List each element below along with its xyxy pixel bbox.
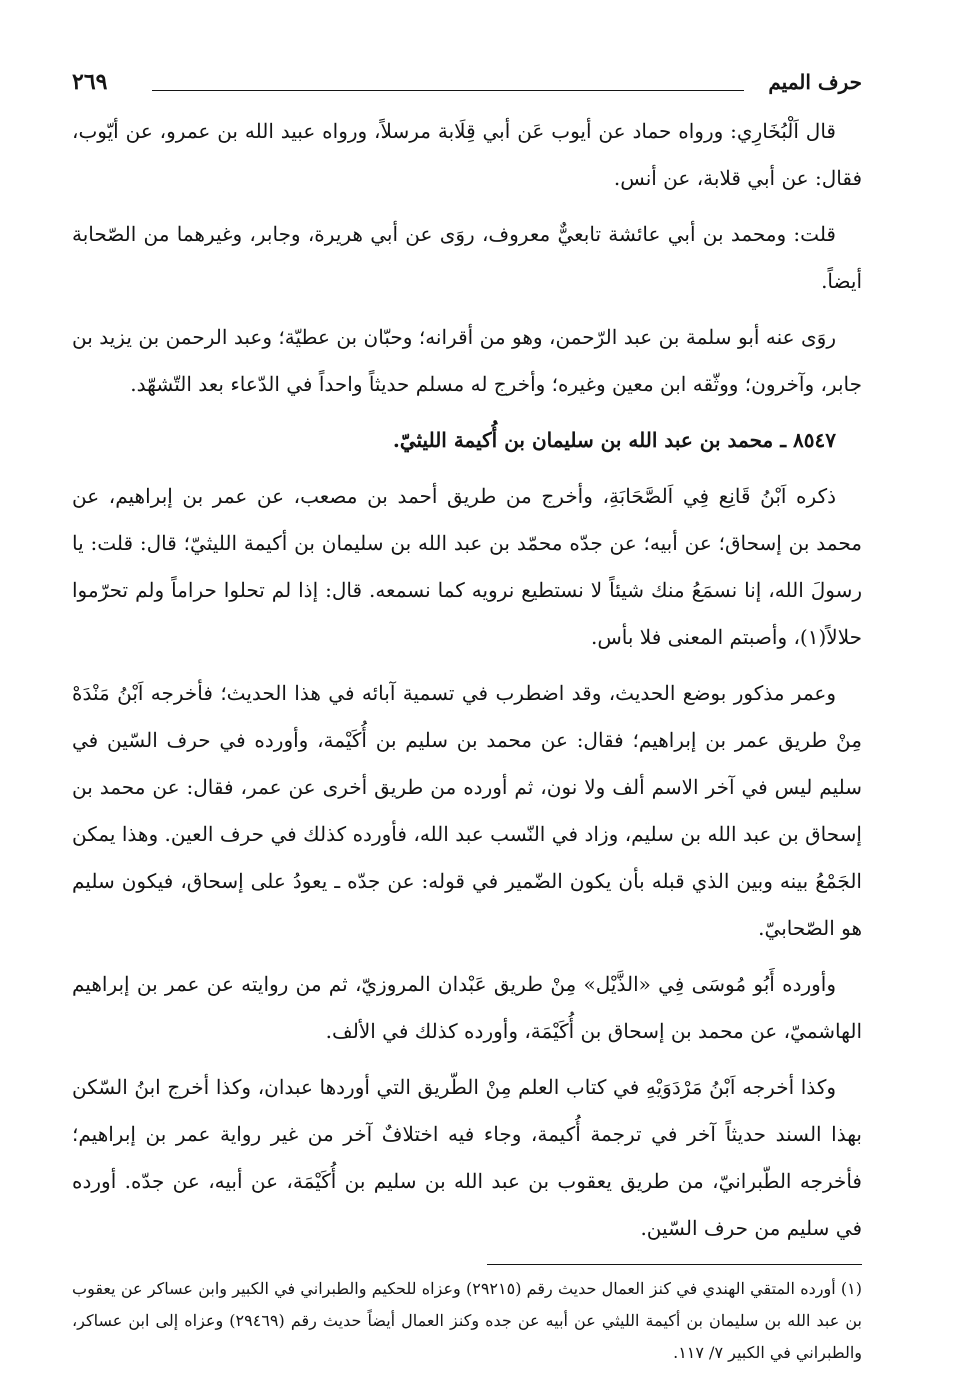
entry-heading: ٨٥٤٧ ـ محمد بن عبد الله بن سليمان بن أُكيمة الليثيّ.	[392, 428, 836, 452]
paragraph: وأورده أَبُو مُوسَى فِي «الذَّيْل» مِنْ طريق عَبْدان المروزيّ، ثم من روايته عن عمر بن إبراهيم الهاشميّ، عن محمد بن إسحاق بن أُكَيْمَة، وأورده كذلك في الألف.	[72, 972, 862, 1043]
page-header	[72, 62, 862, 102]
paragraph: وعمر مذكور بوضع الحديث، وقد اضطرب في تسمية آبائه في هذا الحديث؛ فأخرجه اَبْنُ مَنْدَهْ مِنْ طريق عمر بن إبراهيم؛ فقال: عن محمد بن سليم بن أُكَيْمة، وأورده في حرف السّين في سليم ليس في آخر الاسم ألف ولا نون، ثم أورده من طريق أخرى عن عمر، فقال: عن محمد بن إسحاق بن عبد الله بن سليم، وزاد في النّسب عبد الله، فأورده كذلك في حرف العين. وهذا يمكن الجَمْعُ بينه وبين الذي قبله بأن يكون الضّمير في قوله: عن جدّه ـ يعودُ على إسحاق، فيكون سليم هو الصّحابيّ.	[72, 681, 862, 940]
footnote-rule	[487, 1264, 862, 1265]
running-title: حرف الميم	[768, 70, 862, 94]
paragraph: وكذا أخرجه اَبْنُ مَرْدَوَيْهِ في كتاب العلم مِنْ الطّريق التي أوردها عبدان، وكذا أخرج ابنُ السّكن بهذا السند حديثاً آخر في ترجمة أُكيمة، وجاء فيه اختلافٌ آخر من غير رواية عمر بن إبراهيم؛ فأخرجه الطّبرانيّ، من طريق يعقوب بن عبد الله بن سليم بن أُكَيْمَة، عن أبيه، عن جدّه. أورده في سليم من حرف السّين.	[72, 1075, 862, 1240]
paragraph: قال اَلْبُخَارِي: ورواه حماد عن أيوب عَن أبي قِلَابة مرسلاً، ورواه عبيد الله بن عمرو، عن أيّوب، فقال: عن أبي قلابة، عن أنس.	[72, 119, 862, 190]
footnote: (١) أورده المتقي الهندي في كنز العمال حديث رقم (٢٩٢١٥) وعزاه للحكيم والطبراني في الكبير وابن عساكر عن يعقوب بن عبد الله بن سليمان بن أكيمة الليثي عن أبيه عن جده وكنز العمال أيضاً حديث رقم (٢٩٤٦٩) وعزاه إلى ابن عساكر، والطبراني في الكبير ٧/ ١١٧.	[72, 1279, 862, 1362]
page-number: ٢٦٩	[72, 69, 108, 95]
main-text	[72, 108, 862, 1252]
book-page	[72, 62, 862, 1372]
paragraph: روَى عنه أبو سلمة بن عبد الرّحمن، وهو من أقرانه؛ وحبّان بن عطيّة؛ وعبد الرحمن بن يزيد بن جابر، وآخرون؛ ووثّقه ابن معين وغيره؛ وأخرج له مسلم حديثاً واحداً في الدّعاء بعد التّشهّد.	[72, 325, 862, 396]
paragraph: قلت: ومحمد بن أبي عائشة تابعيٌّ معروف، روَى عن أبي هريرة، وجابر، وغيرهما من الصّحابة أيضاً.	[72, 222, 862, 293]
header-rule	[152, 90, 744, 91]
paragraph: ذكره اَبْنُ قَانِع فِي اَلصَّحَابَةِ، وأخرج من طريق أحمد بن مصعب، عن عمر بن إبراهيم، عن محمد بن إسحاق؛ عن أبيه؛ عن جدّه محمّد بن عبد الله بن سليمان بن أكيمة الليثيّ؛ قال: قلت: يا رسولَ الله، إنا نسمَعُ منك شيئاً لا نستطيع نرويه كما نسمعه. قال: إذا لم تحلوا حراماً ولم تحرّموا حلالاً(١)، وأصبتم المعنى فلا بأس.	[72, 484, 862, 649]
